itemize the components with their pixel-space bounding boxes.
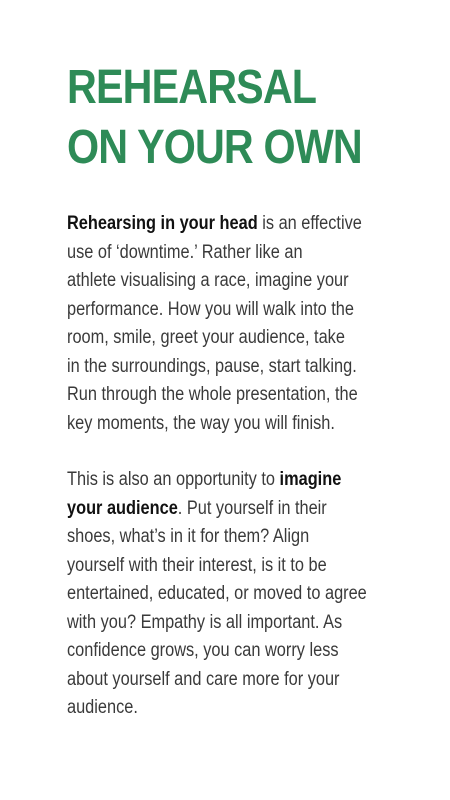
text-line: athlete visualising a race, imagine your	[67, 270, 349, 291]
text-span: is an effective	[257, 213, 362, 234]
text-line: confidence grows, you can worry less	[67, 640, 339, 661]
text-line: with you? Empathy is all important. As	[67, 611, 343, 633]
text-line	[67, 466, 383, 495]
paragraph-1	[67, 210, 383, 438]
text-line: shoes, what’s in it for them? Align	[67, 526, 310, 547]
page-title	[67, 58, 362, 178]
text-line: entertained, educated, or moved to agree	[67, 583, 367, 604]
emphasis-text: imagine	[279, 469, 342, 490]
text-line: use of ‘downtime.’ Rather like an	[67, 241, 303, 263]
text-line	[67, 210, 383, 239]
text-line: Run through the whole presentation, the	[67, 384, 358, 405]
emphasis-text: your audience	[67, 497, 178, 519]
text-line: yourself with their interest, is it to be	[67, 554, 327, 576]
text-line	[67, 495, 383, 524]
text-line: room, smile, greet your audience, take	[67, 327, 345, 348]
text-span: . Put yourself in their	[177, 497, 327, 519]
text-line: in the surroundings, pause, start talking.	[67, 355, 357, 377]
emphasis-text: Rehearsing in your head	[67, 213, 258, 234]
title-line-2: ON YOUR OWN	[67, 121, 362, 174]
text-line: performance. How you will walk into the	[67, 298, 354, 320]
paragraph-2	[67, 466, 383, 723]
text-line: audience.	[67, 697, 138, 718]
text-line: about yourself and care more for your	[67, 668, 340, 690]
title-line-1: REHEARSAL	[67, 61, 317, 114]
text-span: This is also an opportunity to	[67, 469, 280, 490]
text-line: key moments, the way you will finish.	[67, 412, 335, 434]
body-text	[67, 210, 383, 723]
